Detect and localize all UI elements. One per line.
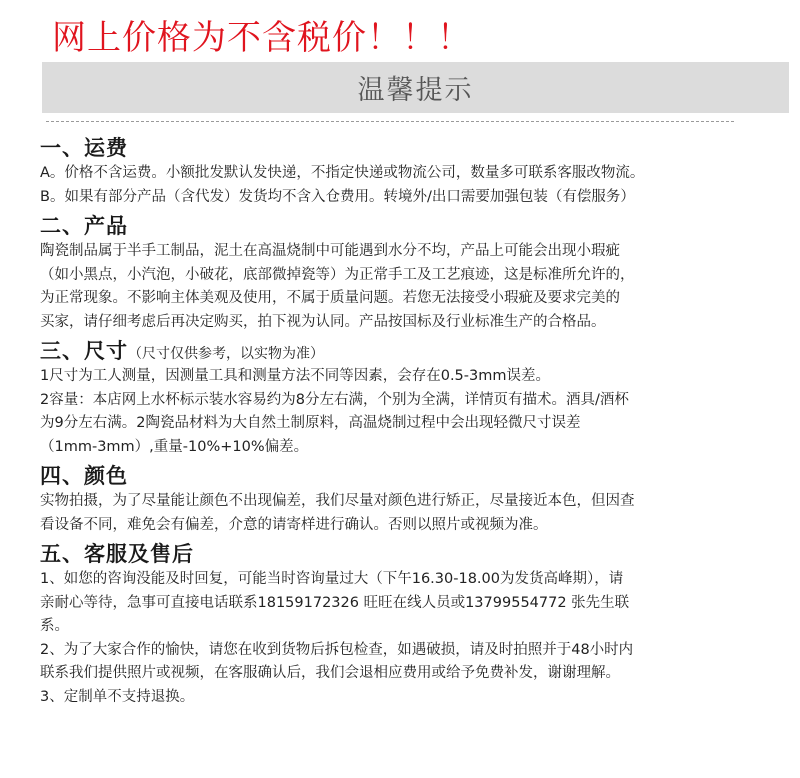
text-line: 联系我们提供照片或视频，在客服确认后，我们会退相应费用或给予免费补发，谢谢理解。 bbox=[40, 665, 620, 681]
section-title: 五、客服及售后 bbox=[40, 542, 194, 566]
text-line: 实物拍摄，为了尽量能让颜色不出现偏差，我们尽量对颜色进行矫正，尽量接近本色，但因查 bbox=[40, 493, 635, 509]
text-line: 3、定制单不支持退换。 bbox=[40, 688, 195, 705]
section-title: 四、颜色 bbox=[40, 464, 128, 488]
text-line: 为9分左右满。2陶瓷品材料为大自然土制原料，高温烧制过程中会出现轻微尺寸误差 bbox=[40, 415, 581, 431]
text-line: （1mm-3mm）,重量-10%+10%偏差。 bbox=[40, 438, 309, 455]
banner-title: 温馨提示 bbox=[357, 75, 474, 106]
section-title: 三、尺寸（尺寸仅供参考，以实物为准） bbox=[40, 339, 324, 363]
price-tax-warning: 网上价格为不含税价！！！ bbox=[52, 18, 472, 58]
section-product bbox=[40, 212, 760, 334]
text-line: 买家，请仔细考虑后再决定购买，拍下视为认同。产品按国标及行业标准生产的合格品。 bbox=[40, 313, 606, 330]
text-line: 陶瓷制品属于半手工制品，泥土在高温烧制中可能遇到水分不均，产品上可能会出现小瑕疵 bbox=[40, 243, 620, 259]
text-line: 亲耐心等待，急事可直接电话联系18159172326 旺旺在线人员或13799554772 张先生联 bbox=[40, 594, 630, 611]
text-line: 2容量：本店网上水杯标示装水容易约为8分左右满，个别为全满，详情页有描术。酒具/酒杯 bbox=[40, 391, 629, 408]
section-color bbox=[40, 462, 760, 537]
text-line: 1、如您的咨询没能及时回复，可能当时咨询量过大（下午16.30-18.00为发货高峰期），请 bbox=[40, 571, 624, 587]
text-line: 看设备不同，难免会有偏差，介意的请寄样进行确认。否则以照片或视频为准。 bbox=[40, 516, 548, 533]
text-line: B。如果有部分产品（含代发）发货均不含入仓费用。转境外/出口需要加强包装（有偿服务） bbox=[40, 188, 635, 205]
text-line: A。价格不含运费。小额批发默认发快递，不指定快递或物流公司，数量多可联系客服改物流。 bbox=[40, 165, 645, 181]
section-title: 一、运费 bbox=[40, 136, 128, 160]
text-line: 系。 bbox=[40, 618, 69, 634]
notice-content bbox=[40, 134, 760, 709]
dashed-divider bbox=[46, 121, 734, 122]
section-note: （尺寸仅供参考，以实物为准） bbox=[128, 346, 324, 362]
text-line: 为正常现象。不影响主体美观及使用，不属于质量问题。若您无法接受小瑕疵及要求完美的 bbox=[40, 290, 620, 306]
notice-banner bbox=[42, 62, 789, 113]
section-size bbox=[40, 337, 760, 459]
text-line: （如小黑点，小汽泡，小破花，底部微掉瓷等）为正常手工及工艺痕迹，这是标准所允许的， bbox=[40, 266, 635, 283]
text-line: 2、为了大家合作的愉快，请您在收到货物后拆包检查，如遇破损，请及时拍照并于48小时内 bbox=[40, 641, 634, 658]
section-shipping bbox=[40, 134, 760, 209]
section-title: 二、产品 bbox=[40, 214, 128, 238]
text-line: 1尺寸为工人测量，因测量工具和测量方法不同等因素，会存在0.5-3mm误差。 bbox=[40, 368, 550, 384]
section-after-sales bbox=[40, 540, 760, 709]
